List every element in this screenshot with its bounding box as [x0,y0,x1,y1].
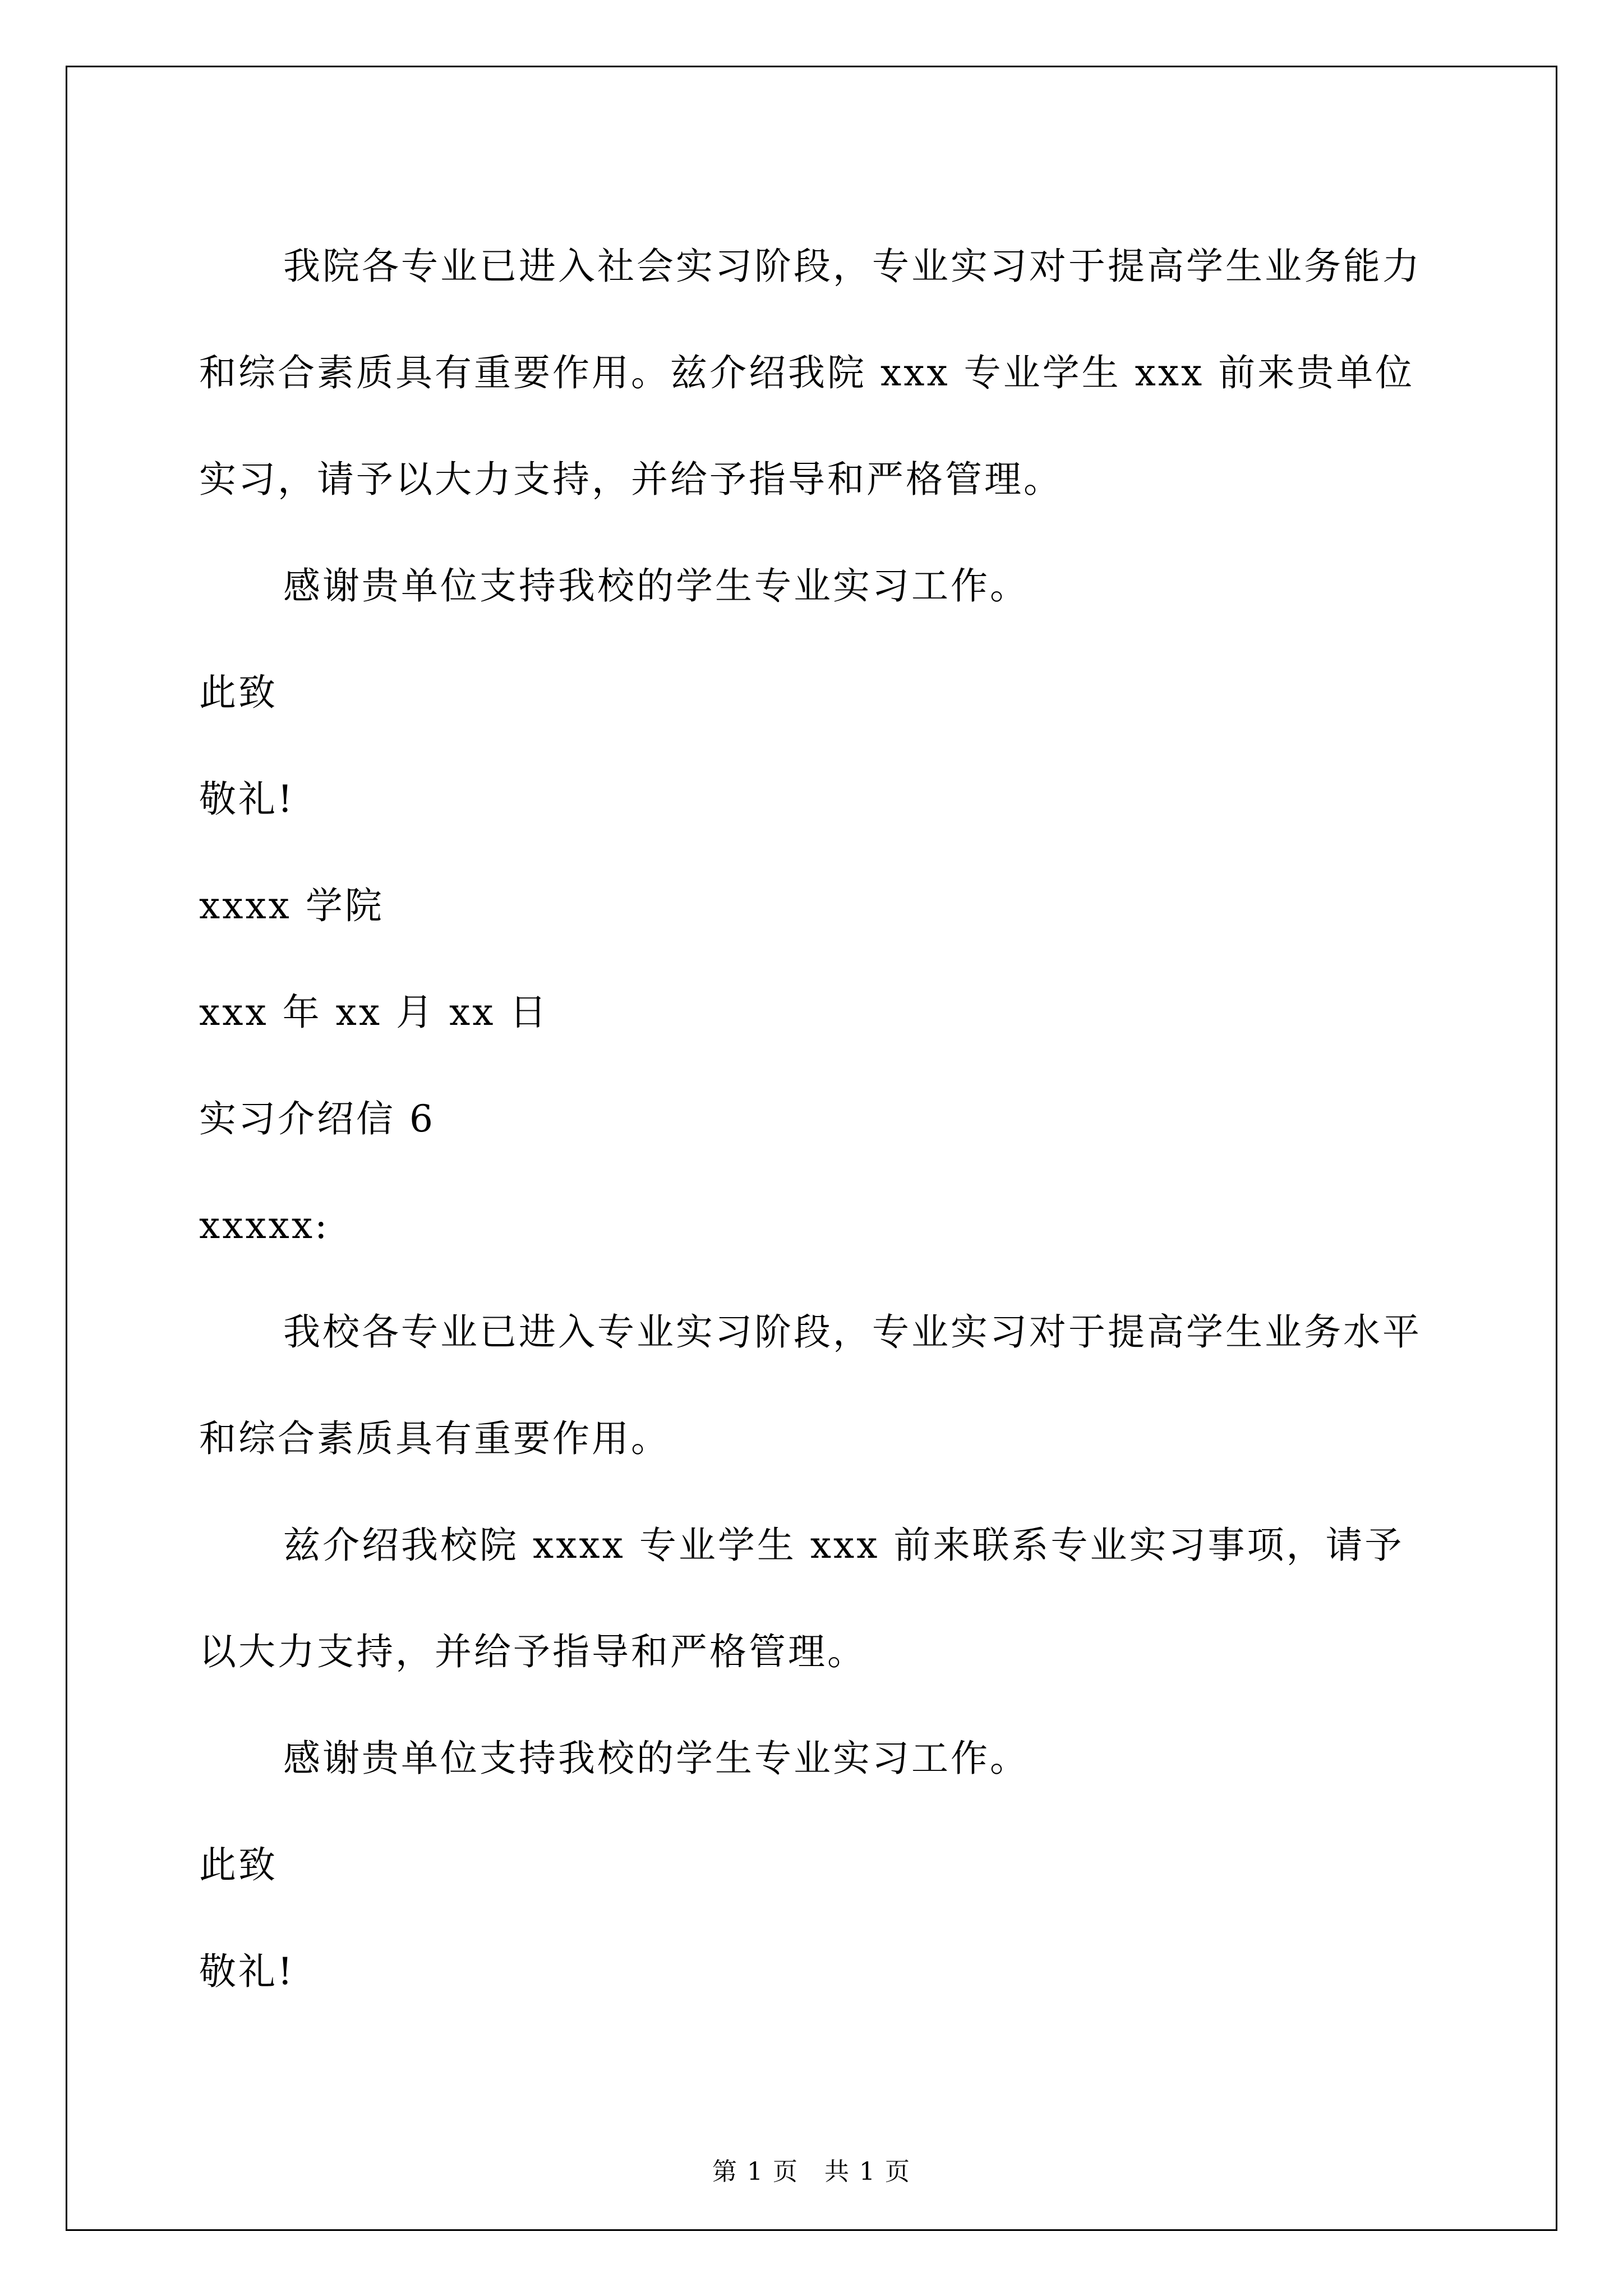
paragraph-thanks-2: 感谢贵单位支持我校的学生专业实习工作。 [283,1737,1029,1780]
paragraph-thanks: 感谢贵单位支持我校的学生专业实习工作。 [283,564,1029,608]
paragraph-intro-2: 我校各专业已进入专业实习阶段，专业实习对于提高学生业务水平和综合素质具有重要作用。 [199,1310,1422,1460]
signature-date: xxx 年 xx 月 xx 日 [199,991,549,1034]
closing-regards: 敬礼! [199,777,295,821]
document-body [199,213,1433,2025]
closing-salutation: 此致 [199,671,278,714]
section-heading: 实习介绍信 6 [199,1097,435,1140]
paragraph-intro: 我院各专业已进入社会实习阶段，专业实习对于提高学生业务能力和综合素质具有重要作用。兹介绍我院 xxx 专业学生 xxx 前来贵单位实习，请予以大力支持，并给予指导和严格管理。 [199,245,1422,501]
paragraph-introduction-student: 兹介绍我校院 xxxx 专业学生 xxx 前来联系专业实习事项，请予以大力支持，并给予指导和严格管理。 [199,1524,1404,1673]
closing-regards-2: 敬礼! [199,1950,295,1993]
signature-institution: xxxx 学院 [199,884,384,927]
recipient-line: xxxxx: [199,1204,330,1247]
page-footer: 第 1 页 共 1 页 [712,2157,911,2186]
closing-salutation-2: 此致 [199,1843,278,1887]
